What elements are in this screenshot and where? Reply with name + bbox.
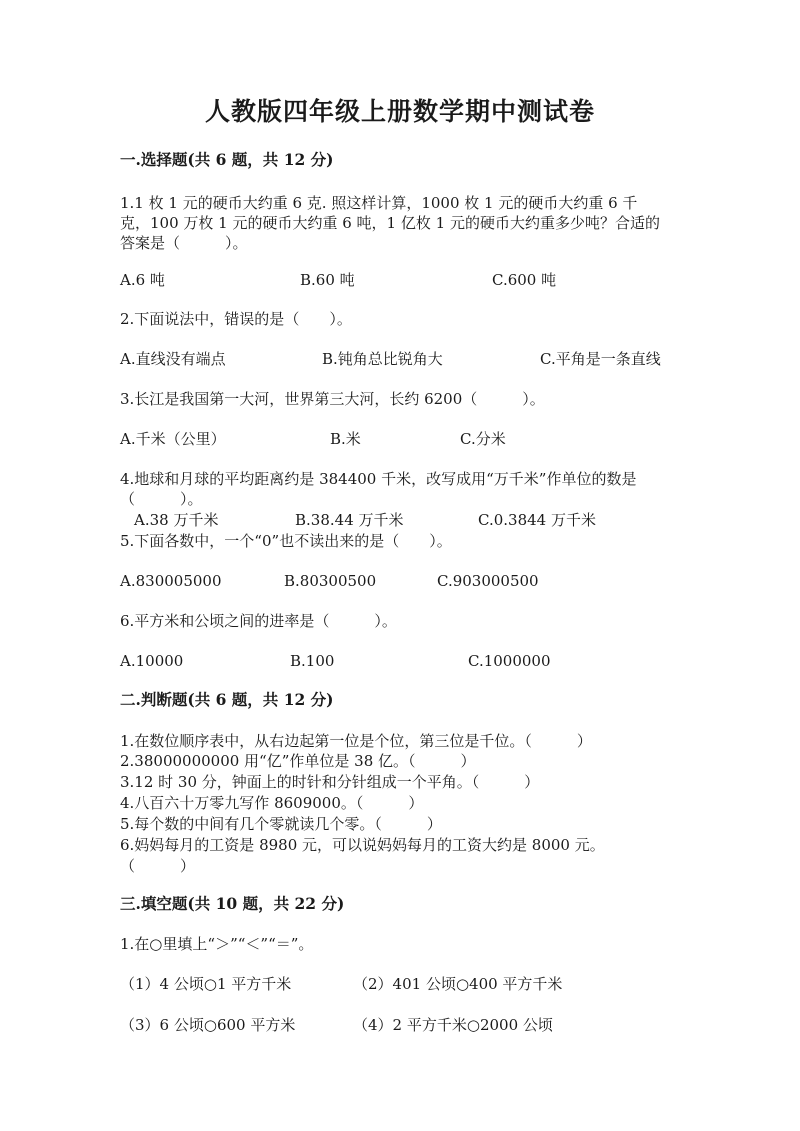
section-heading-choice: 一.选择题(共 6 题，共 12 分) <box>120 150 334 169</box>
question-1-option-b: B.60 吨 <box>300 271 355 289</box>
question-5-option-a: A.830005000 <box>120 572 222 590</box>
question-5-option-b: B.80300500 <box>284 572 377 590</box>
judge-item-3: 3.12 时 30 分，钟面上的时针和分针组成一个平角。（ ） <box>120 773 540 791</box>
question-1-option-a: A.6 吨 <box>120 271 165 289</box>
question-3-option-c: C.分米 <box>460 430 506 448</box>
question-1-line-1: 1.1 枚 1 元的硬币大约重 6 克. 照这样计算，1000 枚 1 元的硬币大约重 6 千 <box>120 194 638 212</box>
question-6-option-c: C.1000000 <box>468 652 551 670</box>
fill-item-1: 1.在○里填上“＞”“＜”“＝”。 <box>120 935 314 953</box>
question-4-line-1: 4.地球和月球的平均距离约是 384400 千米，改写成用“万千米”作单位的数是 <box>120 470 637 488</box>
question-2-option-a: A.直线没有端点 <box>120 350 226 368</box>
question-1-line-2: 克，100 万枚 1 元的硬币大约重 6 吨，1 亿枚 1 元的硬币大约重多少吨？合适的 <box>120 214 660 232</box>
fill-item-1-part-4: （4）2 平方千米○2000 公顷 <box>353 1016 553 1034</box>
question-1-option-c: C.600 吨 <box>492 271 557 289</box>
question-3-option-b: B.米 <box>330 430 361 448</box>
judge-item-5: 5.每个数的中间有几个零就读几个零。（ ） <box>120 815 442 833</box>
question-2-option-c: C.平角是一条直线 <box>540 350 661 368</box>
question-6-option-a: A.10000 <box>120 652 184 670</box>
question-3-option-a: A.千米（公里） <box>120 430 226 448</box>
question-5-option-c: C.903000500 <box>437 572 539 590</box>
fill-item-1-part-1: （1）4 公顷○1 平方千米 <box>120 975 292 993</box>
question-3: 3.长江是我国第一大河，世界第三大河，长约 6200（ ）。 <box>120 390 545 408</box>
judge-item-4: 4.八百六十万零九写作 8609000。（ ） <box>120 794 424 812</box>
question-5: 5.下面各数中，一个“0”也不读出来的是（ ）。 <box>120 532 452 550</box>
section-heading-judge: 二.判断题(共 6 题，共 12 分) <box>120 690 334 709</box>
question-4-line-2: （ ）。 <box>120 490 203 508</box>
judge-item-1: 1.在数位顺序表中，从右边起第一位是个位，第三位是千位。（ ） <box>120 732 592 750</box>
question-4-option-b: B.38.44 万千米 <box>295 511 404 529</box>
fill-item-1-part-2: （2）401 公顷○400 平方千米 <box>353 975 563 993</box>
page-title: 人教版四年级上册数学期中测试卷 <box>204 97 595 126</box>
section-heading-fill: 三.填空题(共 10 题，共 22 分) <box>120 894 345 913</box>
judge-item-6-line-1: 6.妈妈每月的工资是 8980 元，可以说妈妈每月的工资大约是 8000 元。 <box>120 836 605 854</box>
question-2-option-b: B.钝角总比锐角大 <box>322 350 443 368</box>
judge-item-2: 2.38000000000 用“亿”作单位是 38 亿。（ ） <box>120 752 476 770</box>
question-4-option-a: A.38 万千米 <box>134 511 219 529</box>
question-4-option-c: C.0.3844 万千米 <box>478 511 596 529</box>
question-6-option-b: B.100 <box>290 652 335 670</box>
judge-item-6-line-2: （ ） <box>120 857 196 875</box>
question-1-line-3: 答案是（ ）。 <box>120 234 248 252</box>
question-6: 6.平方米和公顷之间的进率是（ ）。 <box>120 612 397 630</box>
question-2: 2.下面说法中，错误的是（ ）。 <box>120 310 352 328</box>
fill-item-1-part-3: （3）6 公顷○600 平方米 <box>120 1016 296 1034</box>
